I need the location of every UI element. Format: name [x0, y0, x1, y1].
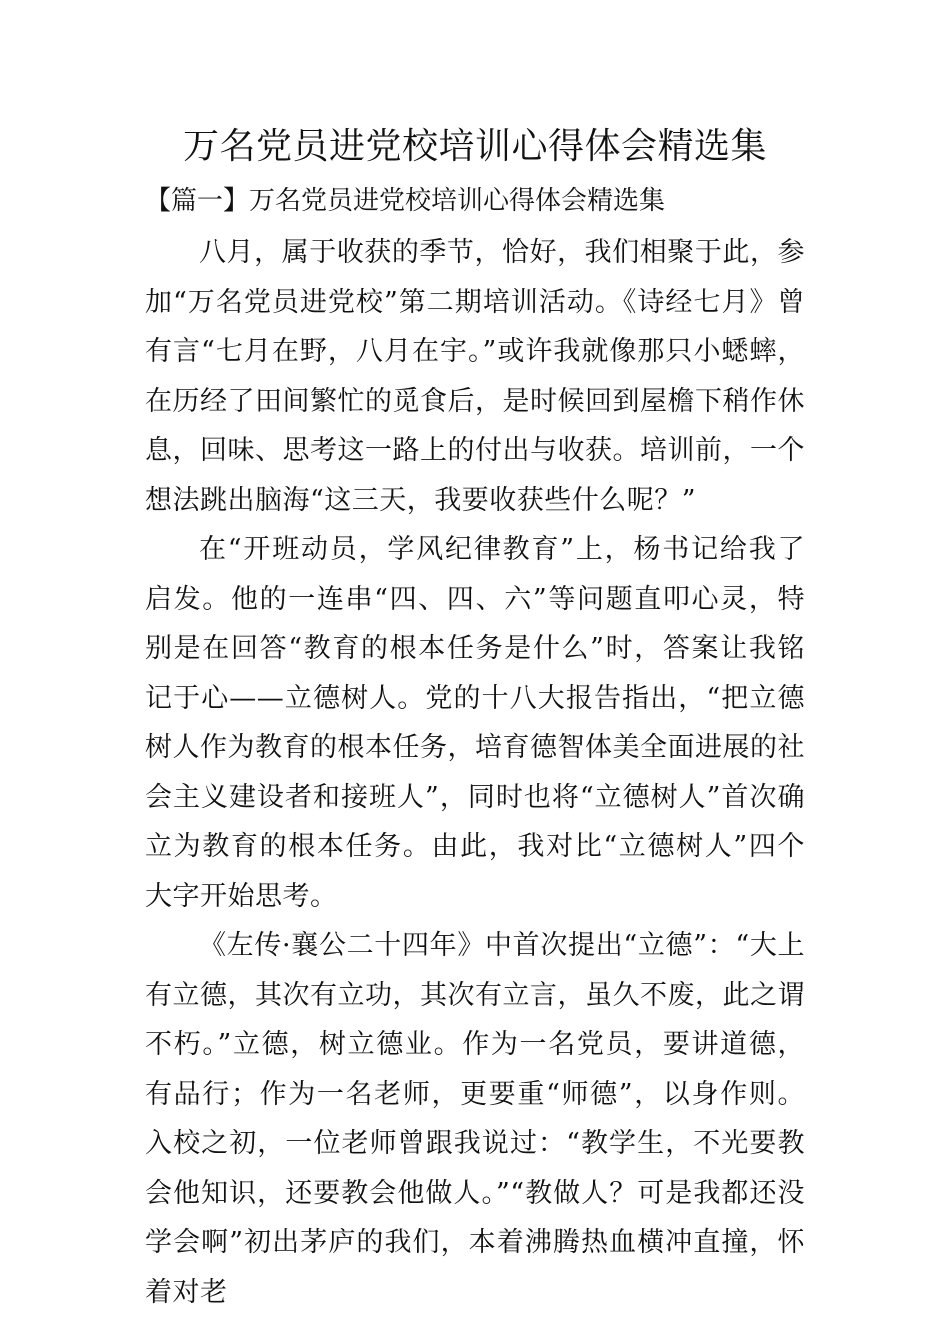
- paragraph-3: 《左传·襄公二十四年》中首次提出“立德”：“大上有立德，其次有立功，其次有立言，虽久不废，此之谓不朽。”立德，树立德业。作为一名党员，要讲道德，有品行；作为一名老师，更要重“师德”，以身作则。入校之初，一位老师曾跟我说过：“教学生，不光要教会他知识，还要教会他做人。”“教做人？可是我都还没学会啊”初出茅庐的我们，本着沸腾热血横冲直撞，怀着对老: [145, 930, 805, 1308]
- document-body: [145, 228, 805, 1317]
- paragraph-2: 在“开班动员，学风纪律教育”上，杨书记给我了启发。他的一连串“四、四、六”等问题直叩心灵，特别是在回答“教育的根本任务是什么”时，答案让我铭记于心——立德树人。党的十八大报告指出，“把立德树人作为教育的根本任务，培育德智体美全面进展的社会主义建设者和接班人”，同时也将“立德树人”首次确立为教育的根本任务。由此，我对比“立德树人”四个大字开始思考。: [145, 534, 805, 912]
- section-heading: 【篇一】万名党员进党校培训心得体会精选集: [145, 186, 666, 216]
- paragraph-1: 八月，属于收获的季节，恰好，我们相聚于此，参加“万名党员进党校”第二期培训活动。《诗经七月》曾有言“七月在野，八月在宇。”或许我就像那只小蟋蟀，在历经了田间繁忙的觅食后，是时候回到屋檐下稍作休息，回味、思考这一路上的付出与收获。培训前，一个想法跳出脑海“这三天，我要收获些什么呢？”: [145, 237, 805, 516]
- document-title: 万名党员进党校培训心得体会精选集: [182, 126, 767, 167]
